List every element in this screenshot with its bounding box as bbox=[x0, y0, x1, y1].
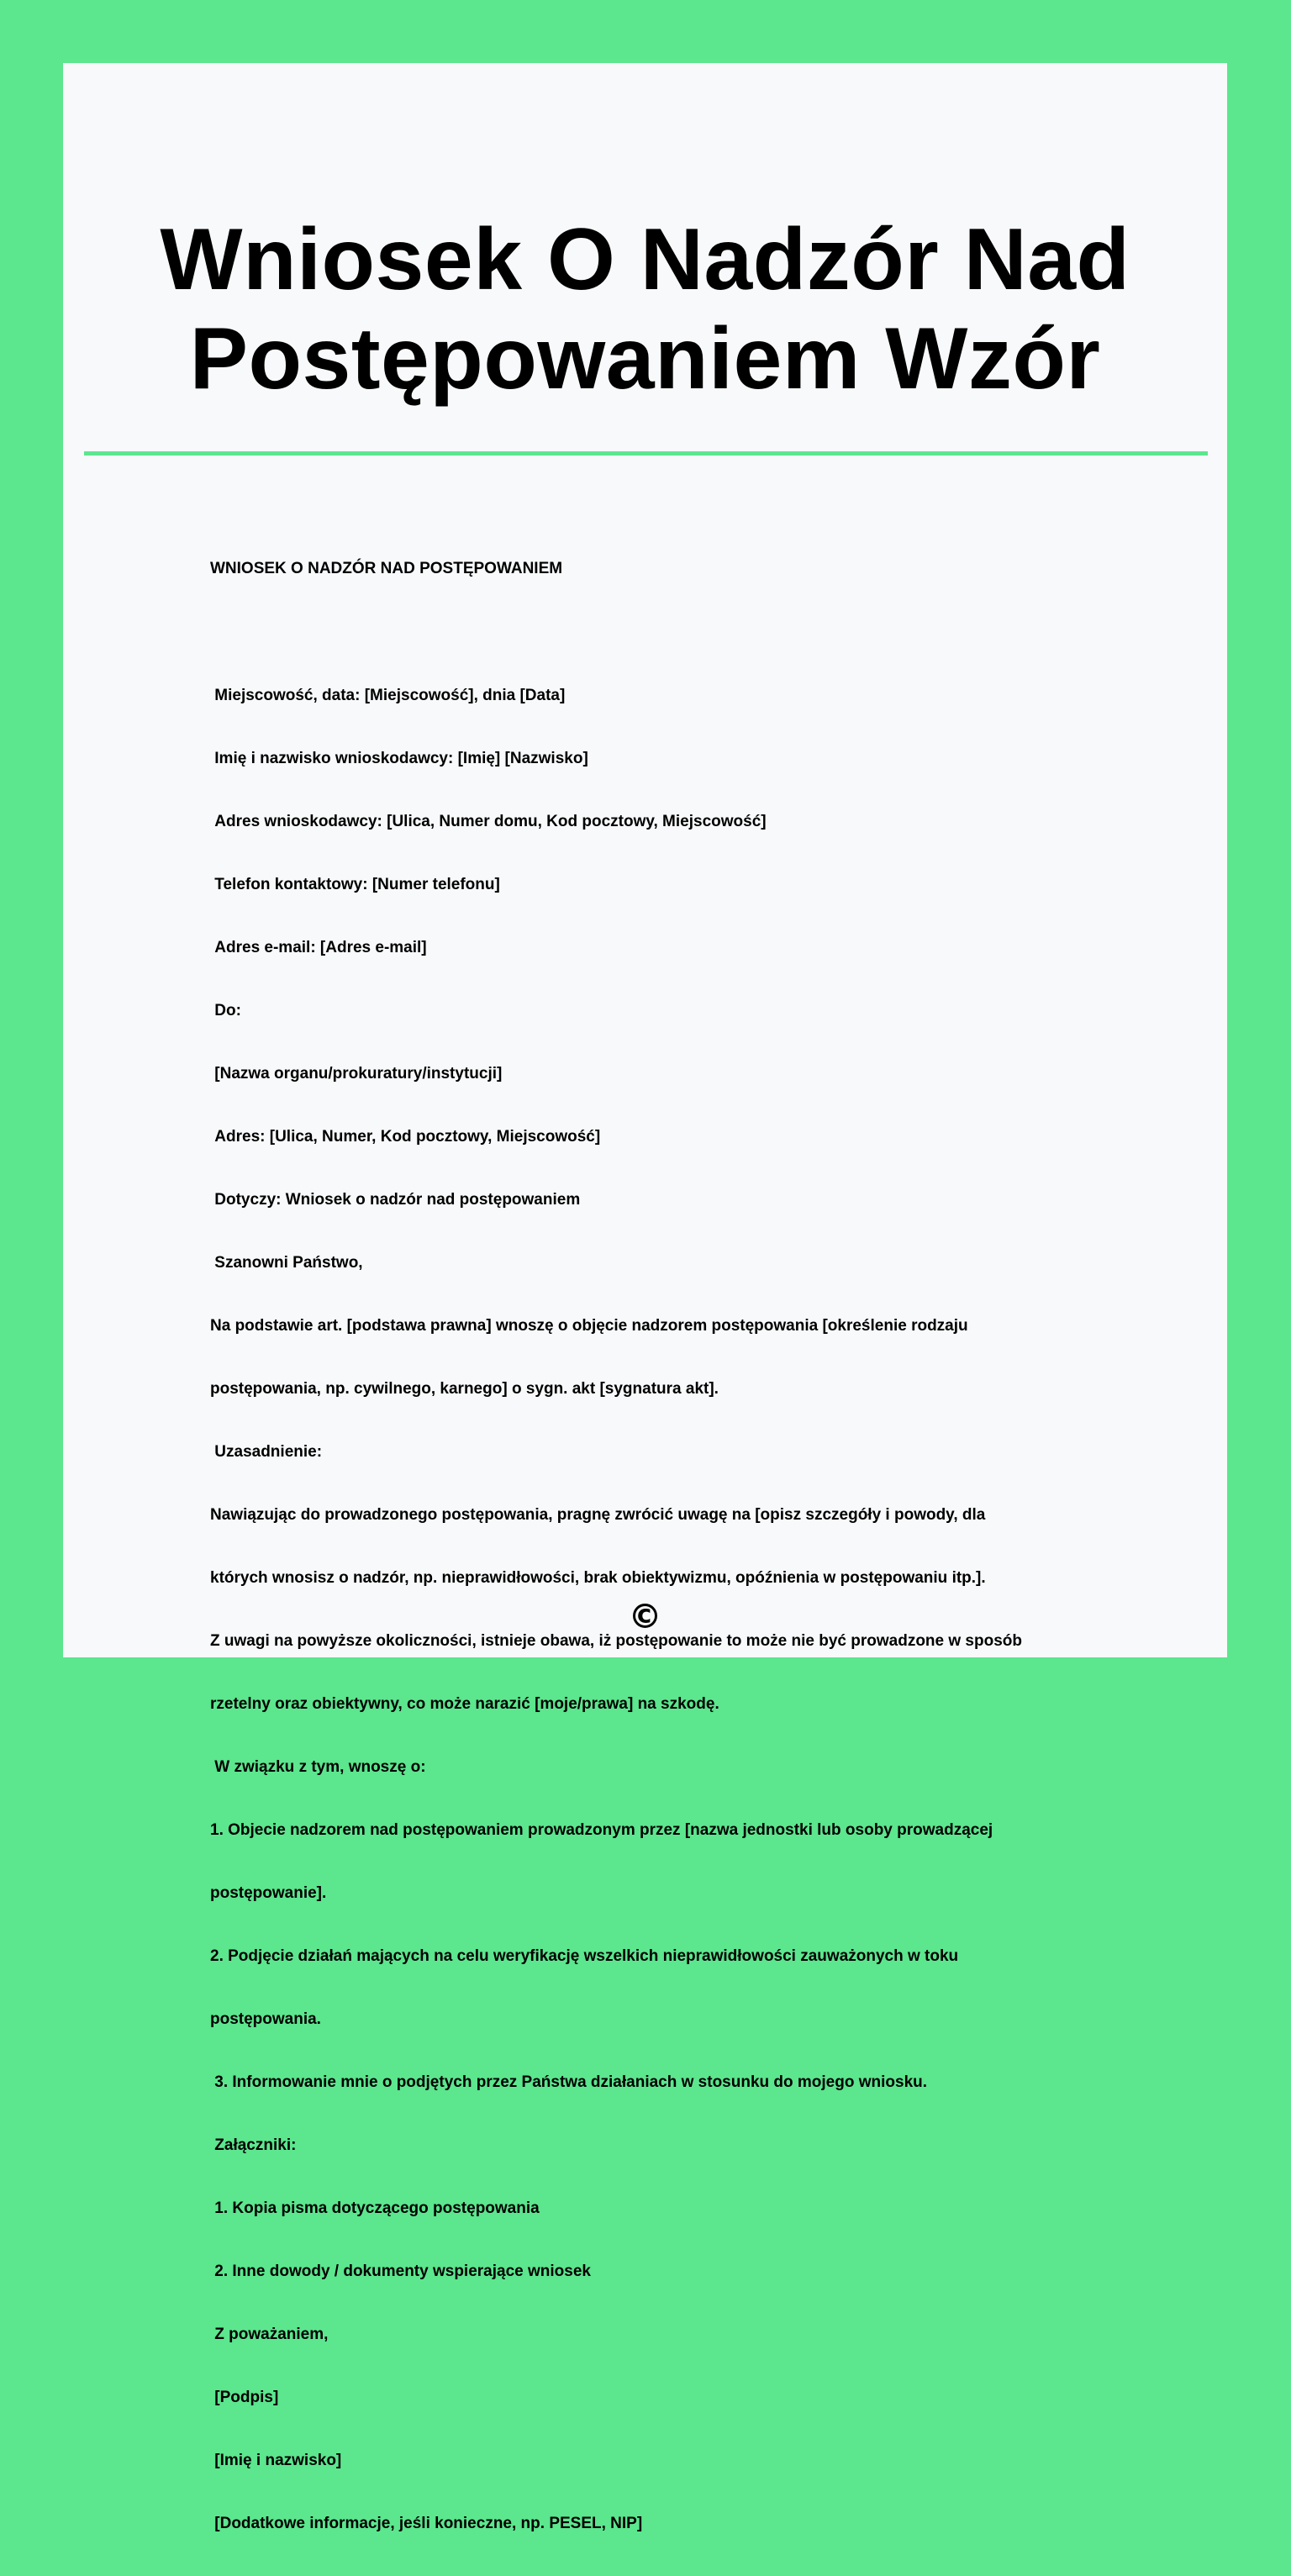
document-page bbox=[63, 63, 1227, 2532]
document-line: 2. Podjęcie działań mających na celu weryfikację wszelkich nieprawidłowości zauważonych w toku bbox=[210, 1947, 959, 1965]
document-line: Adres wnioskodawcy: [Ulica, Numer domu, Kod pocztowy, Miejscowość] bbox=[210, 813, 767, 830]
document-line: 3. Informowanie mnie o podjętych przez Państwa działaniach w stosunku do mojego wniosku. bbox=[210, 2073, 928, 2091]
document-line: Miejscowość, data: [Miejscowość], dnia [Data] bbox=[210, 687, 566, 704]
document-line: [Imię i nazwisko] bbox=[210, 2452, 342, 2469]
document-line: 1. Kopia pisma dotyczącego postępowania bbox=[210, 2199, 540, 2217]
copyright-symbol: © bbox=[628, 1598, 662, 1636]
document-line: [Nazwa organu/prokuratury/instytucji] bbox=[210, 1065, 503, 1083]
document-line: Imię i nazwisko wnioskodawcy: [Imię] [Nazwisko] bbox=[210, 750, 588, 767]
document-line: Adres e-mail: [Adres e-mail] bbox=[210, 939, 427, 956]
document-line: Dotyczy: Wniosek o nadzór nad postępowaniem bbox=[210, 1191, 581, 1209]
document-line: W związku z tym, wnoszę o: bbox=[210, 1758, 426, 1776]
document-line: Szanowni Państwo, bbox=[210, 1254, 363, 1272]
document-line: postępowania, np. cywilnego, karnego] o sygn. akt [sygnatura akt]. bbox=[210, 1380, 719, 1398]
document-line: 1. Objecie nadzorem nad postępowaniem prowadzonym przez [nazwa jednostki lub osoby prowadzącej bbox=[210, 1821, 993, 1839]
title-divider bbox=[84, 451, 1208, 456]
document-line: Z uwagi na powyższe okoliczności, istnieje obawa, iż postępowanie to może nie być prowadzone w sposób bbox=[210, 1632, 1022, 1650]
document-line: 2. Inne dowody / dokumenty wspierające wniosek bbox=[210, 2263, 591, 2280]
document-line: [Dodatkowe informacje, jeśli konieczne, np. PESEL, NIP] bbox=[210, 2515, 643, 2532]
document-line: Telefon kontaktowy: [Numer telefonu] bbox=[210, 876, 500, 893]
document-line: Załączniki: bbox=[210, 2136, 297, 2154]
document-line: Z poważaniem, bbox=[210, 2326, 329, 2343]
document-line: [Podpis] bbox=[210, 2389, 279, 2406]
document-line: Nawiązując do prowadzonego postępowania, pragnę zwrócić uwagę na [opisz szczegóły i powody, dla bbox=[210, 1506, 986, 1524]
document-line: Do: bbox=[210, 1002, 241, 1019]
document-heading: WNIOSEK O NADZÓR NAD POSTĘPOWANIEM bbox=[210, 560, 563, 577]
document-line: rzetelny oraz obiektywny, co może narazić [moje/prawa] na szkodę. bbox=[210, 1695, 719, 1713]
page-title: Wniosek O Nadzór Nad Postępowaniem Wzór bbox=[160, 211, 1130, 408]
document-line: Na podstawie art. [podstawa prawna] wnoszę o objęcie nadzorem postępowania [określenie rodzaju bbox=[210, 1317, 968, 1335]
document-line: Uzasadnienie: bbox=[210, 1443, 323, 1461]
document-line: postępowania. bbox=[210, 2010, 321, 2028]
document-line: których wnosisz o nadzór, np. nieprawidłowości, brak obiektywizmu, opóźnienia w postępowaniu itp.]. bbox=[210, 1569, 986, 1587]
document-line: postępowanie]. bbox=[210, 1884, 327, 1902]
document-line: Adres: [Ulica, Numer, Kod pocztowy, Miejscowość] bbox=[210, 1128, 601, 1146]
